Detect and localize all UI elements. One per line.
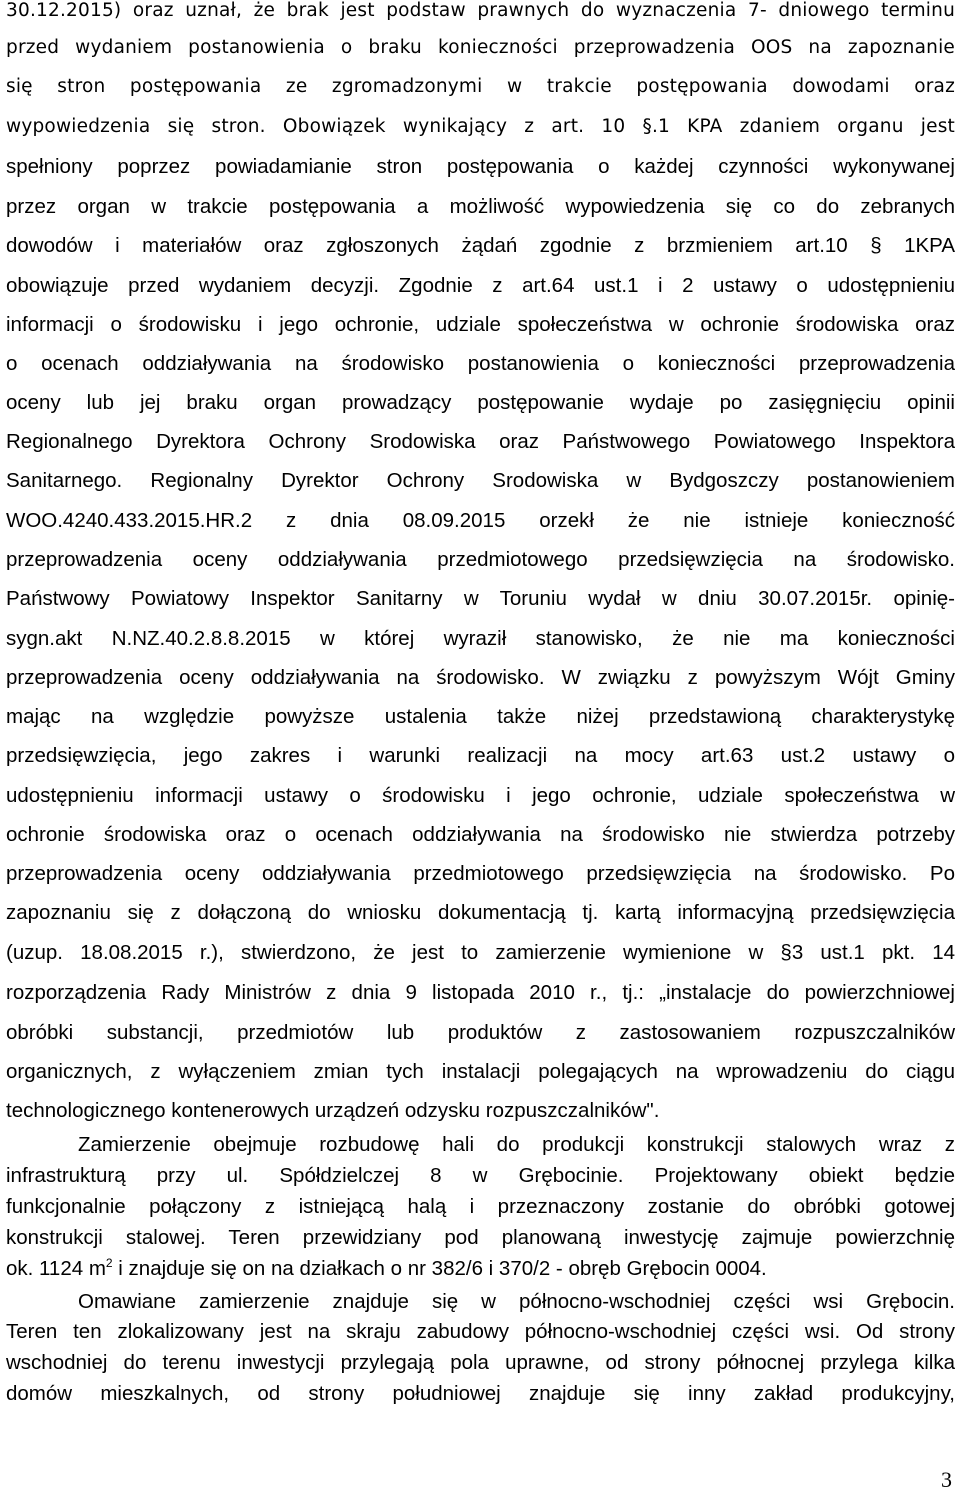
text-line: spełniony poprzez powiadamianie stron postępowania o każdej czynności wykonywanej xyxy=(6,155,955,178)
text-line: domów mieszkalnych, od strony południowej znajduje się inny zakład produkcyjny, xyxy=(6,1382,955,1405)
text-line: przeprowadzenia oceny oddziaływania na środowisko. W związku z powyższym Wójt Gminy xyxy=(6,666,955,689)
paragraph-first-line: Omawiane zamierzenie znajduje się w północno-wschodniej części wsi Grębocin. xyxy=(78,1290,955,1313)
text-line: dowodów i materiałów oraz zgłoszonych żądań zgodnie z brzmieniem art.10 § 1KPA xyxy=(6,234,955,257)
text-line: Sanitarnego. Regionalny Dyrektor Ochrony Srodowiska w Bydgoszczy postanowieniem xyxy=(6,469,955,492)
text-line: się stron postępowania ze zgromadzonymi w trakcie postępowania dowodami oraz xyxy=(6,76,955,97)
text-line: o ocenach oddziaływania na środowisko postanowienia o konieczności przeprowadzenia xyxy=(6,352,955,375)
text-line: Państwowy Powiatowy Inspektor Sanitarny w Toruniu wydał w dniu 30.07.2015r. opinię- xyxy=(6,587,955,610)
paragraph-first-line: Zamierzenie obejmuje rozbudowę hali do produkcji konstrukcji stalowych wraz z xyxy=(78,1133,955,1156)
text-line: mając na względzie powyższe ustalenia także niżej przedstawioną charakterystykę xyxy=(6,705,955,728)
text-line: Teren ten zlokalizowany jest na skraju zabudowy północno-wschodniej części wsi. Od strony xyxy=(6,1320,955,1343)
text-line: technologicznego kontenerowych urządzeń odzysku rozpuszczalników". xyxy=(6,1099,660,1122)
text-line: przed wydaniem postanowienia o braku konieczności przeprowadzenia OOS na zapoznanie xyxy=(6,37,955,58)
text-line: rozporządzenia Rady Ministrów z dnia 9 listopada 2010 r., tj.: „instalacje do powierzchniowej xyxy=(6,981,955,1004)
text-line: informacji o środowisku i jego ochronie, udziale społeczeństwa w ochronie środowiska oraz xyxy=(6,313,955,336)
text-line: przeprowadzenia oceny oddziaływania przedmiotowego przedsięwzięcia na środowisko. xyxy=(6,548,955,571)
text-line: konstrukcji stalowej. Teren przewidziany pod planowaną inwestycję zajmuje powierzchnię xyxy=(6,1226,955,1249)
text-line: przeprowadzenia oceny oddziaływania przedmiotowego przedsięwzięcia na środowisko. Po xyxy=(6,862,955,885)
text-line: przedsięwzięcia, jego zakres i warunki realizacji na mocy art.63 ust.2 ustawy o xyxy=(6,744,955,767)
text-line: organicznych, z wyłączeniem zmian tych instalacji polegających na wprowadzeniu do ciągu xyxy=(6,1060,955,1083)
page-number: 3 xyxy=(941,1467,952,1492)
text-line: obowiązuje przed wydaniem decyzji. Zgodnie z art.64 ust.1 i 2 ustawy o udostępnieniu xyxy=(6,274,955,297)
text-line: udostępnieniu informacji ustawy o środowisku i jego ochronie, udziale społeczeństwa w xyxy=(6,784,955,807)
text-line: wschodniej do terenu inwestycji przylegają pola uprawne, od strony północnej przylega kilka xyxy=(6,1351,955,1374)
text-line: wypowiedzenia się stron. Obowiązek wynikający z art. 10 §.1 KPA zdaniem organu jest xyxy=(6,116,955,137)
area-line xyxy=(6,1255,955,1283)
text-line: ochronie środowiska oraz o ocenach oddziaływania na środowisko nie stwierdza potrzeby xyxy=(6,823,955,846)
text-line: obróbki substancji, przedmiotów lub produktów z zastosowaniem rozpuszczalników xyxy=(6,1021,955,1044)
text-line: sygn.akt N.NZ.40.2.8.8.2015 w której wyraził stanowisko, że nie ma konieczności xyxy=(6,627,955,650)
text-line: przez organ w trakcie postępowania a możliwość wypowiedzenia się co do zebranych xyxy=(6,195,955,218)
text-line: funkcjonalnie połączony z istniejącą halą i przeznaczony zostanie do obróbki gotowej xyxy=(6,1195,955,1218)
area-value: ok. 1124 m xyxy=(6,1257,106,1280)
text-line: 30.12.2015) oraz uznał, że brak jest podstaw prawnych do wyznaczenia 7- dniowego terminu xyxy=(6,0,955,21)
area-rest: i znajduje się on na działkach o nr 382/6 i 370/2 - obręb Grębocin 0004. xyxy=(112,1257,767,1280)
text-line: infrastrukturą przy ul. Spółdzielczej 8 w Grębocinie. Projektowany obiekt będzie xyxy=(6,1164,955,1187)
text-line: zapoznaniu się z dołączoną do wniosku dokumentacją tj. kartą informacyjną przedsięwzięcia xyxy=(6,901,955,924)
superscript-exponent: 2 xyxy=(105,1256,113,1270)
text-line: Regionalnego Dyrektora Ochrony Srodowiska oraz Państwowego Powiatowego Inspektora xyxy=(6,430,955,453)
text-line: WOO.4240.433.2015.HR.2 z dnia 08.09.2015 orzekł że nie istnieje konieczność xyxy=(6,509,955,532)
text-line: oceny lub jej braku organ prowadzący postępowanie wydaje po zasięgnięciu opinii xyxy=(6,391,955,414)
text-line: (uzup. 18.08.2015 r.), stwierdzono, że jest to zamierzenie wymienione w §3 ust.1 pkt. 14 xyxy=(6,941,955,964)
